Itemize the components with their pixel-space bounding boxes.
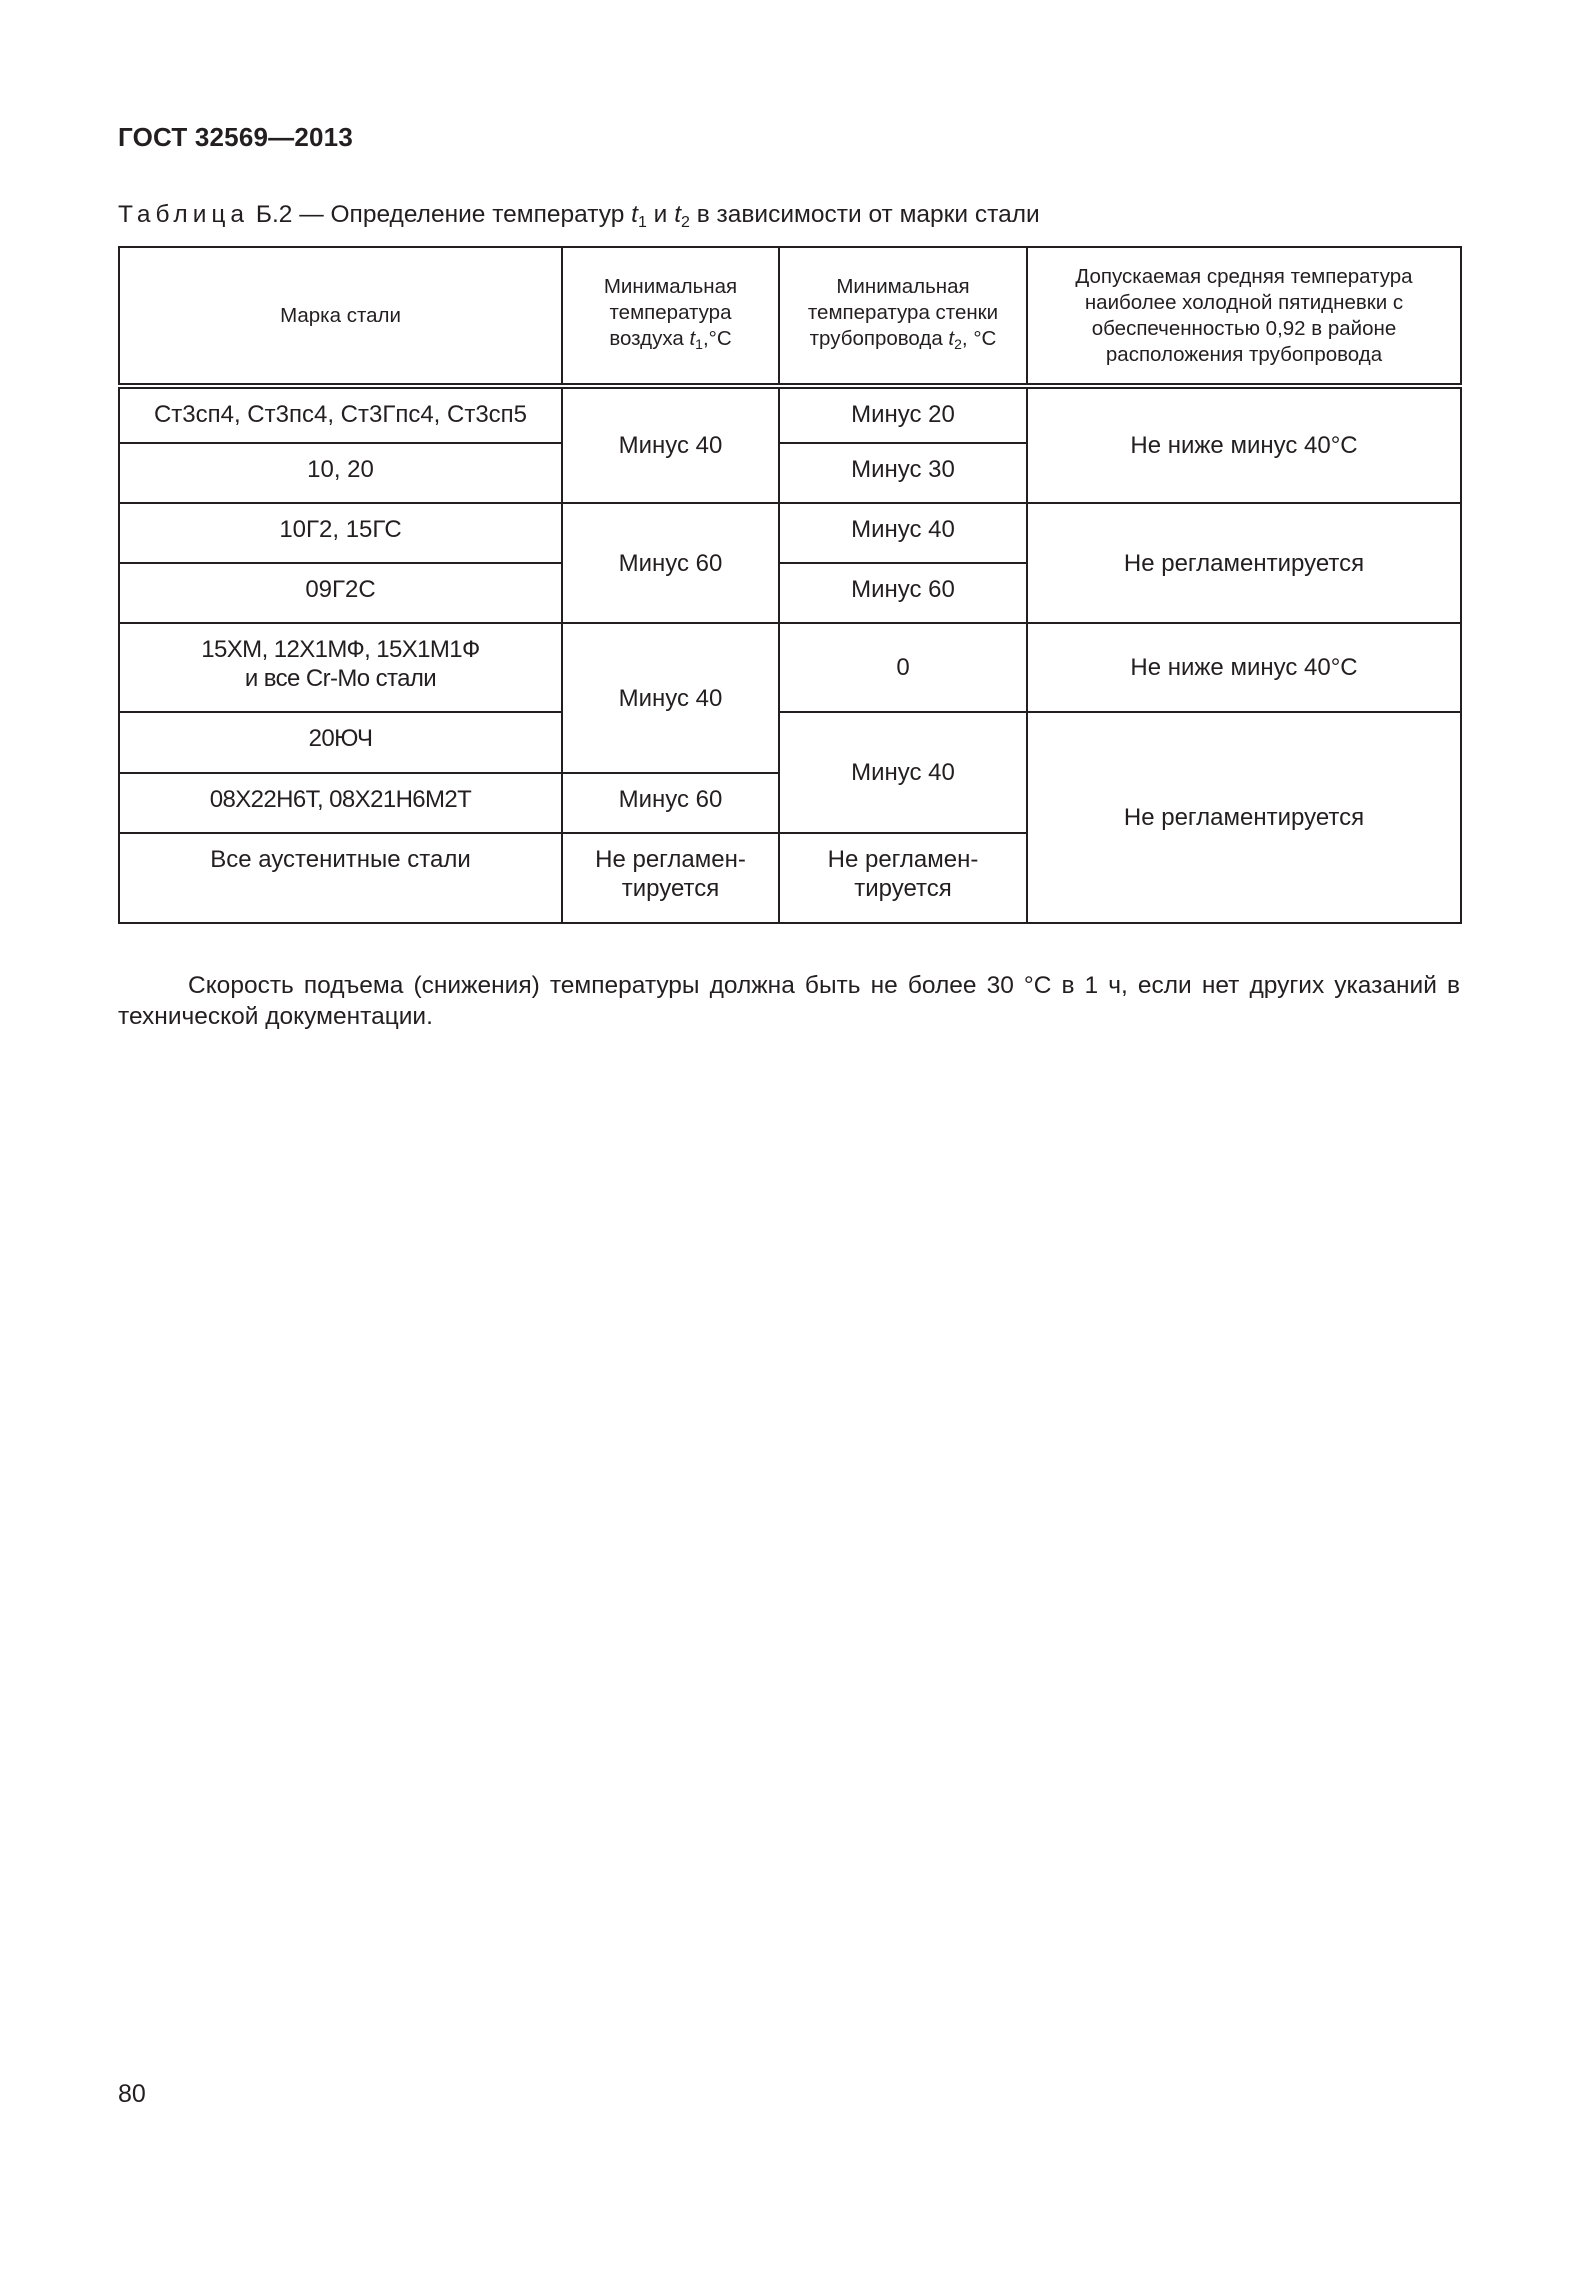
cell-t1: Минус 40 — [562, 386, 779, 503]
cell-grade: 20ЮЧ — [119, 712, 562, 773]
cell-allowed: Не регламентируется — [1027, 503, 1461, 623]
header-steel-grade: Марка стали — [119, 247, 562, 386]
table-row — [119, 712, 1461, 773]
header-wall-temperature: Минимальная температура стенки трубопровода $t_2$, °С — [779, 247, 1027, 386]
caption-number: Б.2 — [255, 201, 293, 228]
cell-t2: Минус 40 — [779, 503, 1027, 563]
cell-t1: Минус 40 — [562, 623, 779, 773]
table-row — [119, 623, 1461, 712]
caption-text-1: — Определение температур — [292, 201, 632, 228]
cell-allowed: Не ниже минус 40°С — [1027, 386, 1461, 503]
cell-t2: Минус 20 — [779, 386, 1027, 443]
cell-t2: 0 — [779, 623, 1027, 712]
cell-grade: 10, 20 — [119, 443, 562, 503]
cell-t1: Минус 60 — [562, 503, 779, 623]
table-header-row — [119, 247, 1461, 386]
cell-allowed: Не ниже минус 40°С — [1027, 623, 1461, 712]
caption-text-2: в зависимости от марки стали — [689, 201, 1040, 228]
table-row — [119, 503, 1461, 563]
table-row — [119, 386, 1461, 443]
cell-grade: Ст3сп4, Ст3пс4, Ст3Гпс4, Ст3сп5 — [119, 386, 562, 443]
caption-t1-sub: 1 — [637, 214, 647, 231]
body-paragraph: Скорость подъема (снижения) температуры должна быть не более 30 °С в 1 ч, если нет других указаний в технической документации. — [118, 972, 1460, 1030]
header-allowed-temperature: Допускаемая средняя температура наиболее холодной пятидневки с обеспеченностью 0,92 в районе расположения трубопровода — [1027, 247, 1461, 386]
caption-t2: t — [674, 201, 681, 228]
caption-and: и — [646, 201, 675, 228]
cell-grade: 10Г2, 15ГС — [119, 503, 562, 563]
caption-t2-sub: 2 — [681, 214, 690, 231]
caption-label: Таблица — [118, 201, 250, 228]
cell-grade: Все аустенитные стали — [119, 833, 562, 923]
cell-t2: Не регламен- тируется — [779, 833, 1027, 923]
cell-allowed: Не регламентируется — [1027, 712, 1461, 923]
cell-t2: Минус 40 — [779, 712, 1027, 833]
table-caption — [118, 201, 1040, 232]
cell-t2: Минус 30 — [779, 443, 1027, 503]
cell-grade: 15ХМ, 12Х1МФ, 15Х1М1Ф и все Cr-Mo стали — [119, 623, 562, 712]
cell-t1: Не регламен- тируется — [562, 833, 779, 923]
page-number: 80 — [118, 2080, 146, 2108]
caption-t1: t — [631, 201, 638, 228]
cell-t2: Минус 60 — [779, 563, 1027, 623]
document-header: ГОСТ 32569—2013 — [118, 122, 353, 152]
cell-grade: 08Х22Н6Т, 08Х21Н6М2Т — [119, 773, 562, 833]
header-air-temperature: Минимальная температура воздуха $t_1,^\circ С$ — [562, 247, 779, 386]
cell-t1: Минус 60 — [562, 773, 779, 833]
steel-temperature-table — [118, 246, 1462, 924]
cell-grade: 09Г2С — [119, 563, 562, 623]
